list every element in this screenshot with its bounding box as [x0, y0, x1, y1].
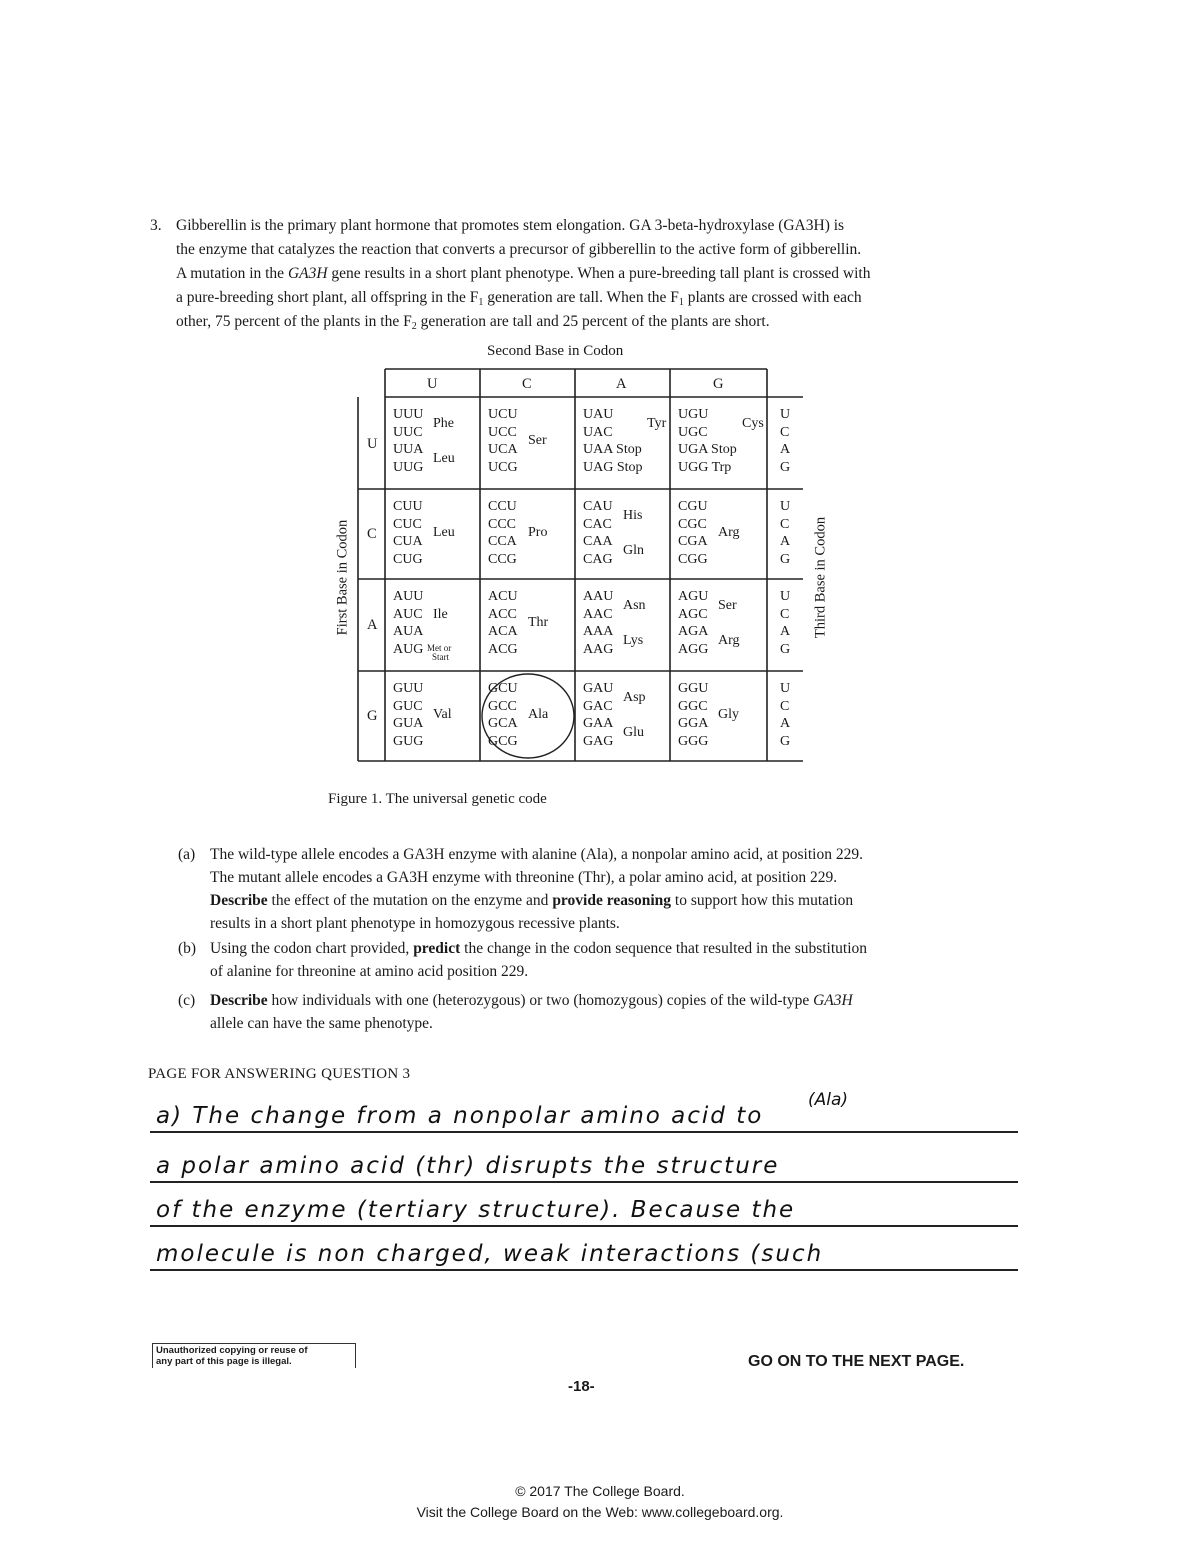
- codon: AGG: [678, 641, 709, 657]
- page-number: -18-: [568, 1378, 595, 1395]
- footer-copyright: © 2017 The College Board.: [515, 1483, 685, 1499]
- codon: CAU: [583, 499, 613, 514]
- handwritten-text: a) The change from a nonpolar amino acid to: [156, 1103, 764, 1129]
- amino-acid-label: His: [623, 507, 643, 523]
- codon: UAG Stop: [583, 459, 643, 475]
- codon: CAA: [583, 534, 613, 549]
- codon: UGC: [678, 424, 708, 440]
- amino-acid-label: Pro: [528, 525, 548, 541]
- second-base-header: A: [616, 376, 627, 392]
- third-base-letter: U: [780, 499, 791, 514]
- second-base-title: Second Base in Codon: [487, 343, 624, 359]
- handwritten-text: of the enzyme (tertiary structure). Because the: [156, 1197, 796, 1223]
- codon: AAA: [583, 624, 614, 639]
- question-line: other, 75 percent of the plants in the $F_2$ generation are tall and 25 percent of the plants are short.: [176, 313, 770, 332]
- second-base-header: U: [427, 376, 438, 392]
- codon: UUU: [393, 407, 424, 422]
- third-base-title: Third Base in Codon: [812, 516, 829, 639]
- third-base-letter: A: [780, 534, 791, 549]
- amino-acid-label: Thr: [528, 615, 549, 631]
- answer-line: [150, 1225, 1018, 1271]
- question-text: [176, 214, 1016, 334]
- amino-acid-label: Asn: [623, 597, 646, 613]
- codon: UAC: [583, 424, 613, 440]
- third-base-letter: U: [780, 681, 791, 696]
- handwritten-text: a polar amino acid (thr) disrupts the structure: [156, 1153, 780, 1179]
- codon: AAG: [583, 641, 614, 657]
- third-base-letter: U: [780, 407, 791, 422]
- question-number: 3.: [150, 217, 162, 234]
- codon: UUA: [393, 442, 424, 457]
- amino-acid-label: Leu: [433, 525, 455, 541]
- codon: GAA: [583, 716, 614, 731]
- codon: AGA: [678, 624, 709, 639]
- answer-page-header: PAGE FOR ANSWERING QUESTION 3: [148, 1066, 411, 1082]
- codon: AUU: [393, 589, 424, 604]
- amino-acid-label: Cys: [742, 415, 764, 431]
- codon: CCA: [488, 534, 517, 549]
- amino-acid-label: Val: [433, 707, 452, 723]
- amino-acid-label: Glu: [623, 724, 644, 740]
- codon: UCC: [488, 424, 517, 440]
- subquestion-text: The wild-type allele encodes a GA3H enzyme with alanine (Ala), a nonpolar amino acid, at position 229. The mutant allele encodes a GA3H enzyme with threonine (Thr), a polar amino acid, at position 229. Describe the effect of the mutation on the enzyme and provide reasoning to support how this mutation results in a short plant phenotype in homozygous recessive plants.: [210, 846, 863, 932]
- amino-acid-label: Arg: [718, 525, 740, 541]
- amino-acid-label: Ala: [528, 707, 549, 723]
- third-base-letter: G: [780, 733, 791, 749]
- codon: CAC: [583, 516, 612, 532]
- codon: CUA: [393, 534, 423, 549]
- codon: AUG: [393, 641, 424, 657]
- amino-acid-label: Phe: [433, 415, 454, 431]
- amino-acid-label: Arg: [718, 632, 740, 648]
- codon: GCA: [488, 716, 518, 731]
- question-line: A mutation in the GA3H gene results in a short plant phenotype. When a pure-breeding tall plant is crossed with: [176, 265, 871, 282]
- codon: GUA: [393, 716, 424, 731]
- subquestion-label: (a): [178, 846, 196, 863]
- subquestion-text: Describe how individuals with one (heterozygous) or two (homozygous) copies of the wild-type GA3H allele can have the same phenotype.: [210, 992, 853, 1032]
- codon: ACG: [488, 641, 518, 657]
- codon: UGA Stop: [678, 442, 737, 457]
- codon: CCC: [488, 516, 517, 532]
- codon: CGC: [678, 516, 707, 532]
- codon: AGU: [678, 589, 709, 604]
- subquestion-text: Using the codon chart provided, predict the change in the codon sequence that resulted in the substitution of alanine for threonine at amino acid position 229.: [210, 940, 868, 980]
- codon: CAG: [583, 551, 613, 567]
- codon: GUC: [393, 698, 423, 714]
- codon: CGG: [678, 551, 708, 567]
- copy-warning: Unauthorized copying or reuse of any part of this page is illegal.: [152, 1343, 356, 1368]
- first-base-header: U: [367, 436, 378, 452]
- codon: CUG: [393, 551, 423, 567]
- codon: ACU: [488, 589, 518, 604]
- codon: GUG: [393, 733, 424, 749]
- codon: ACA: [488, 624, 518, 639]
- codon: CUU: [393, 499, 423, 514]
- gene-name: GA3H: [287, 265, 328, 282]
- codon: AAC: [583, 606, 613, 622]
- start-codon-note: Start: [432, 651, 449, 662]
- codon: UCG: [488, 459, 518, 475]
- codon: UAA Stop: [583, 442, 642, 457]
- third-base-letter: A: [780, 442, 791, 457]
- amino-acid-label: Asp: [623, 689, 646, 705]
- question-line: the enzyme that catalyzes the reaction that converts a precursor of gibberellin to the active form of gibberellin.: [176, 241, 862, 258]
- codon: AAU: [583, 589, 614, 604]
- third-base-letter: C: [780, 606, 790, 622]
- codon: AUA: [393, 624, 424, 639]
- first-base-title: First Base in Codon: [334, 519, 351, 636]
- third-base-letter: C: [780, 424, 790, 440]
- third-base-letter: G: [780, 641, 791, 657]
- amino-acid-label: Ser: [528, 433, 547, 449]
- amino-acid-label: Tyr: [647, 415, 667, 431]
- figure-caption: Figure 1. The universal genetic code: [328, 791, 547, 807]
- handwritten-text: molecule is non charged, weak interactions (such: [156, 1241, 824, 1267]
- third-base-letter: C: [780, 698, 790, 714]
- amino-acid-label: Leu: [433, 450, 455, 466]
- amino-acid-label: Gly: [718, 707, 739, 723]
- question-line: Gibberellin is the primary plant hormone that promotes stem elongation. GA 3-beta-hydroxylase (GA3H) is: [176, 217, 845, 234]
- codon: GUU: [393, 681, 424, 696]
- codon: GCG: [488, 733, 518, 749]
- amino-acid-label: Gln: [623, 542, 644, 558]
- codon: GAU: [583, 681, 614, 696]
- answer-line: [150, 1137, 1018, 1183]
- codon-chart: [330, 340, 830, 770]
- codon: GAG: [583, 733, 614, 749]
- start-codon-note: Met or: [427, 642, 452, 653]
- codon: GGC: [678, 698, 708, 714]
- codon: UCA: [488, 442, 518, 457]
- codon: GCC: [488, 698, 517, 714]
- amino-acid-label: Lys: [623, 632, 644, 648]
- codon: GCU: [488, 681, 518, 696]
- codon: GGG: [678, 733, 709, 749]
- second-base-header: C: [522, 376, 532, 392]
- codon: UCU: [488, 407, 518, 422]
- codon: UGU: [678, 407, 709, 422]
- go-next-page: GO ON TO THE NEXT PAGE.: [748, 1353, 965, 1370]
- amino-acid-label: Ile: [433, 606, 448, 622]
- question-line: a pure-breeding short plant, all offspring in the $F_1$ generation are tall. When the $F_1$ plants are crossed with each: [176, 289, 862, 308]
- codon: CCU: [488, 499, 517, 514]
- third-base-letter: A: [780, 716, 791, 731]
- codon: UUC: [393, 424, 423, 440]
- third-base-letter: G: [780, 551, 791, 567]
- codon: CGA: [678, 534, 708, 549]
- codon: CCG: [488, 551, 517, 567]
- codon: GGA: [678, 716, 709, 731]
- amino-acid-label: Ser: [718, 597, 737, 613]
- codon: AUC: [393, 606, 423, 622]
- third-base-letter: G: [780, 459, 791, 475]
- subquestion-label: (c): [178, 992, 196, 1009]
- codon: UUG: [393, 459, 424, 475]
- codon: CUC: [393, 516, 422, 532]
- third-base-letter: A: [780, 624, 791, 639]
- third-base-letter: C: [780, 516, 790, 532]
- codon: GAC: [583, 698, 613, 714]
- third-base-letter: U: [780, 589, 791, 604]
- subquestion-label: (b): [178, 940, 197, 957]
- handwritten-annotation: (Ala): [808, 1090, 849, 1110]
- codon: UAU: [583, 407, 614, 422]
- footer-visit: Visit the College Board on the Web: www.collegeboard.org.: [416, 1504, 784, 1520]
- first-base-header: A: [367, 617, 378, 633]
- first-base-header: C: [367, 526, 377, 542]
- codon: AGC: [678, 606, 708, 622]
- second-base-header: G: [713, 376, 724, 392]
- answer-line: [150, 1181, 1018, 1227]
- first-base-header: G: [367, 708, 378, 724]
- codon: ACC: [488, 606, 517, 622]
- answer-line: [150, 1087, 1018, 1133]
- codon: GGU: [678, 681, 709, 696]
- codon: UGG Trp: [678, 459, 732, 475]
- codon: CGU: [678, 499, 708, 514]
